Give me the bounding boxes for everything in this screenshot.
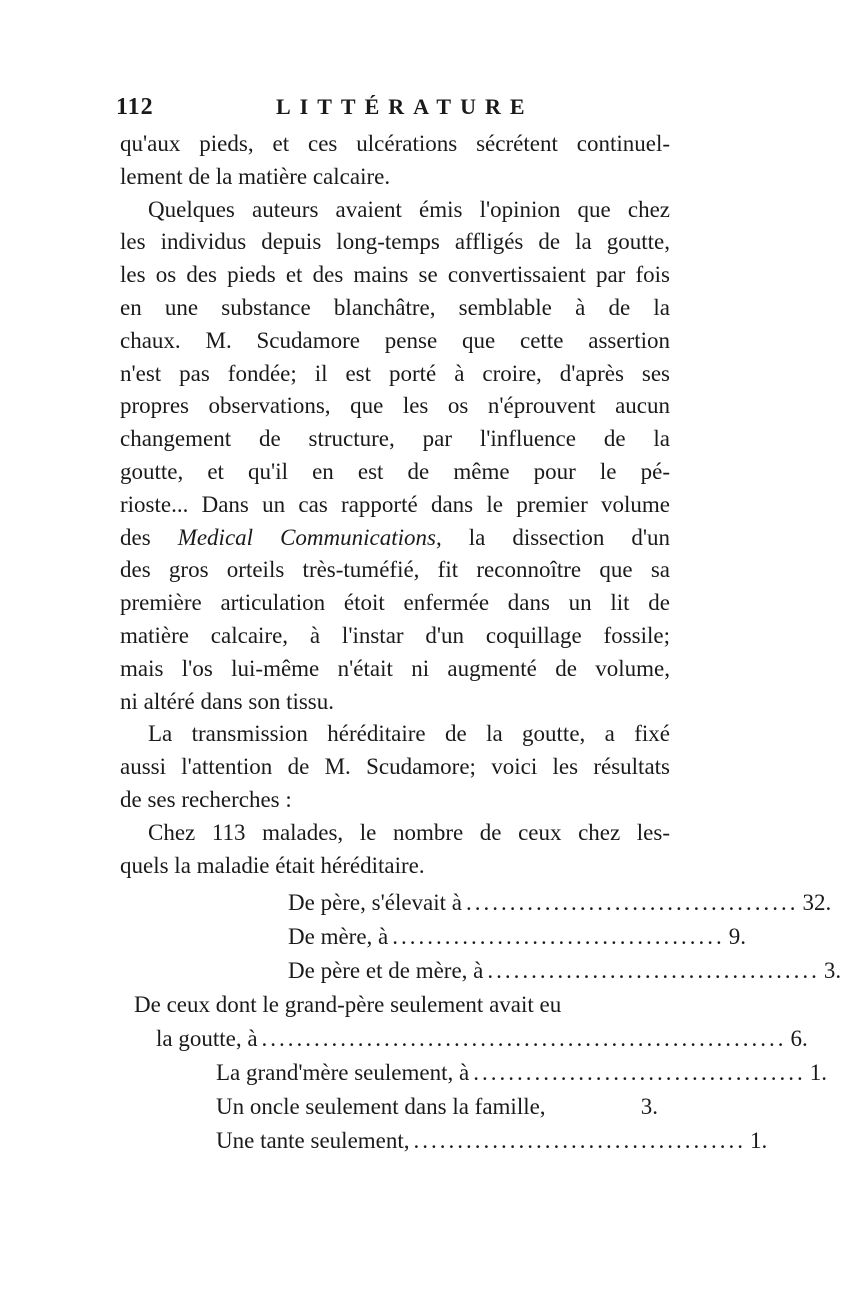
table-row bbox=[288, 958, 841, 988]
table-row bbox=[288, 890, 832, 920]
text-line: qu'aux pieds, et ces ulcérations sécrétent continuel- bbox=[120, 131, 670, 156]
row-label: De père, s'élevait à bbox=[288, 890, 462, 915]
row-value: 3. bbox=[823, 958, 841, 983]
dot-leader: ...................................... bbox=[413, 1128, 747, 1153]
text-line: première articulation étoit enfermée dans un lit de bbox=[120, 590, 670, 616]
text-run: des bbox=[120, 524, 178, 550]
text-line: ni altéré dans son tissu. bbox=[120, 688, 334, 714]
running-title: LITTÉRATURE bbox=[276, 94, 534, 119]
text-run: , la dissection d'un bbox=[435, 524, 670, 550]
text-line: des gros orteils très-tuméfié, fit reconnoître que sa bbox=[120, 557, 670, 583]
row-value: 1. bbox=[750, 1128, 768, 1153]
text-line: lement de la matière calcaire. bbox=[120, 163, 391, 189]
text-line: mais l'os lui-même n'était ni augmenté de volume, bbox=[120, 655, 670, 681]
table-row bbox=[134, 992, 654, 1022]
dot-leader: ...................................... bbox=[392, 924, 725, 949]
dot-leader: ...................................... bbox=[466, 890, 799, 915]
row-value: 9. bbox=[728, 924, 746, 949]
row-label: De père et de mère, à bbox=[288, 958, 484, 983]
row-value: 6. bbox=[790, 1026, 808, 1051]
row-label: La grand'mère seulement, à bbox=[216, 1060, 470, 1085]
text-line: Chez 113 malades, le nombre de ceux chez les- bbox=[148, 819, 670, 845]
dot-leader: ............................................................ bbox=[261, 1026, 787, 1051]
row-value: 32. bbox=[802, 890, 832, 915]
text-line: chaux. M. Scudamore pense que cette assertion bbox=[120, 327, 670, 353]
page-number: 112 bbox=[116, 94, 154, 120]
table-row bbox=[288, 924, 746, 954]
text-line bbox=[120, 522, 670, 555]
row-label: Un oncle seulement dans la famille, bbox=[216, 1094, 546, 1119]
text-line: La transmission héréditaire de la goutte, a fixé bbox=[148, 721, 670, 747]
text-line: n'est pas fondée; il est porté à croire, d'après ses bbox=[120, 360, 670, 386]
text-line: en une substance blanchâtre, semblable à de la bbox=[120, 294, 670, 320]
text-line: de ses recherches : bbox=[120, 786, 292, 812]
text-line: rioste... Dans un cas rapporté dans le premier volume bbox=[120, 491, 670, 517]
row-value: 3. bbox=[640, 1094, 658, 1119]
dot-leader: ...................................... bbox=[487, 958, 820, 983]
row-label: De ceux dont le grand-père seulement avait eu bbox=[134, 992, 562, 1017]
text-line: changement de structure, par l'influence de la bbox=[120, 426, 670, 452]
text-line: aussi l'attention de M. Scudamore; voici les résultats bbox=[120, 754, 670, 780]
journal-title: Medical Communications bbox=[177, 524, 436, 550]
row-value: 1. bbox=[809, 1060, 827, 1085]
dot-leader: ...................................... bbox=[473, 1060, 806, 1085]
table-row bbox=[216, 1060, 827, 1090]
row-label: De mère, à bbox=[288, 924, 389, 949]
row-label: Une tante seulement, bbox=[216, 1128, 410, 1153]
text-line: les os des pieds et des mains se convertissaient par fois bbox=[120, 262, 670, 288]
text-line: les individus depuis long-temps affligés de la goutte, bbox=[120, 229, 670, 255]
text-line: propres observations, que les os n'éprouvent aucun bbox=[120, 393, 670, 419]
text-line: Quelques auteurs avaient émis l'opinion que chez bbox=[148, 196, 670, 222]
table-row bbox=[216, 1094, 658, 1124]
body-text bbox=[120, 128, 670, 882]
row-label: la goutte, à bbox=[156, 1026, 258, 1051]
table-row bbox=[216, 1128, 768, 1158]
text-line: goutte, et qu'il en est de même pour le pé- bbox=[120, 458, 670, 484]
table-row bbox=[156, 1026, 808, 1056]
text-line: matière calcaire, à l'instar d'un coquillage fossile; bbox=[120, 622, 670, 648]
text-line: quels la maladie était héréditaire. bbox=[120, 852, 425, 878]
page-header bbox=[116, 94, 676, 130]
